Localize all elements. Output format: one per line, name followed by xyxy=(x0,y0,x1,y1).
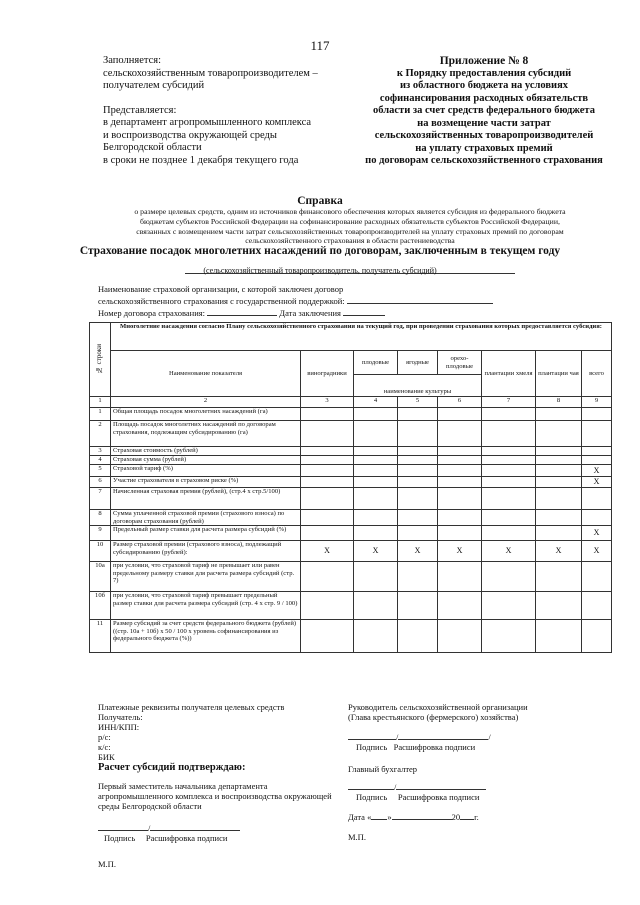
official-line: Первый заместитель начальника департамента xyxy=(98,781,268,791)
payment-title: Платежные реквизиты получателя целевых средств xyxy=(98,702,285,712)
date-end: г. xyxy=(474,812,479,822)
row-label: Начисленная страховая премия (рублей), (стр.4 х стр.5/100) xyxy=(111,488,301,510)
x-mark-cell: X xyxy=(438,541,482,562)
value-cell[interactable] xyxy=(582,408,612,421)
value-cell[interactable] xyxy=(582,488,612,510)
x-mark-cell: X xyxy=(398,541,438,562)
value-cell[interactable] xyxy=(482,488,536,510)
table-row xyxy=(90,408,612,421)
value-cell[interactable] xyxy=(438,620,482,653)
appendix-title: Приложение № 8 xyxy=(439,55,529,67)
value-cell[interactable] xyxy=(582,562,612,592)
column-number: 3 xyxy=(301,397,354,408)
row-label: Страховая стоимость (рублей) xyxy=(111,447,301,456)
value-cell[interactable] xyxy=(438,526,482,541)
table-row xyxy=(90,592,612,620)
value-cell[interactable] xyxy=(482,447,536,456)
col-khmel: плантации хмеля xyxy=(482,351,536,397)
row-label: при условии, что страховой тариф превышает предельный размер ставки для расчета размера субсидий (стр. 4 х стр. 9 / 100) xyxy=(111,592,301,620)
value-cell[interactable] xyxy=(301,408,354,421)
signature-field[interactable] xyxy=(98,830,148,831)
insurer-name-field[interactable] xyxy=(347,295,493,304)
value-cell[interactable] xyxy=(354,620,398,653)
date-day-field[interactable] xyxy=(371,819,387,820)
row-number: 6 xyxy=(90,477,111,488)
left-header-line: в сроки не позднее 1 декабря текущего года xyxy=(103,154,299,166)
x-mark-cell: X xyxy=(582,465,612,477)
value-cell[interactable] xyxy=(536,421,582,447)
value-cell[interactable] xyxy=(438,447,482,456)
decode-caption: Расшифровка подписи xyxy=(397,792,480,802)
value-cell[interactable] xyxy=(301,620,354,653)
value-cell[interactable] xyxy=(438,488,482,510)
column-number: 7 xyxy=(482,397,536,408)
row-label: Участие страхователя в страховом риске (%) xyxy=(111,477,301,488)
decode-caption: Расшифровка подписи xyxy=(393,742,476,752)
value-cell[interactable] xyxy=(301,456,354,465)
value-cell[interactable] xyxy=(398,526,438,541)
left-header-line: в департамент агропромышленного комплекса xyxy=(103,117,312,128)
left-header-line: и воспроизводства окружающей среды xyxy=(103,129,277,141)
table-row xyxy=(90,526,612,541)
value-cell[interactable] xyxy=(301,477,354,488)
right-header-line: к Порядку предоставления субсидий xyxy=(396,67,572,79)
col-plod: плодовые xyxy=(354,351,398,375)
value-cell[interactable] xyxy=(482,421,536,447)
value-cell[interactable] xyxy=(582,421,612,447)
contract-number-label: Номер договора страхования: xyxy=(98,307,206,318)
value-cell[interactable] xyxy=(354,447,398,456)
value-cell[interactable] xyxy=(536,620,582,653)
value-cell[interactable] xyxy=(482,408,536,421)
insurer-line: Наименование страховой организации, с которой заключен договор xyxy=(98,284,344,294)
ks-label: к/с: xyxy=(98,742,111,752)
value-cell[interactable] xyxy=(398,488,438,510)
row-number: 11 xyxy=(90,620,111,653)
value-cell[interactable] xyxy=(354,526,398,541)
row-label: Сумма уплаченной страховой премии (страхового взноса) по договорам страхования (рублей) xyxy=(111,510,301,526)
value-cell[interactable] xyxy=(398,562,438,592)
sign-caption: Подпись xyxy=(104,833,136,843)
date-year-field[interactable] xyxy=(460,819,474,820)
right-header-line: на уплату страховых премий xyxy=(415,142,553,154)
right-header-line: софинансирования расходных обязательств xyxy=(379,92,589,104)
stamp-label: М.П. xyxy=(348,832,366,842)
confirm-heading: Расчет субсидий подтверждаю: xyxy=(98,762,246,773)
table-row xyxy=(90,447,612,456)
value-cell[interactable] xyxy=(398,477,438,488)
value-cell[interactable] xyxy=(438,456,482,465)
row-number: 7 xyxy=(90,488,111,510)
column-number: 4 xyxy=(354,397,398,408)
top-header: Многолетние насаждения согласно Плану сельскохозяйственного страхования на текущий год, при проведении страхования которых предоставляется субсидия: xyxy=(111,323,612,351)
chief-decode-field[interactable] xyxy=(396,789,486,790)
col-yagod: ягодные xyxy=(398,351,438,375)
contract-number-field[interactable] xyxy=(207,307,277,316)
value-cell[interactable] xyxy=(438,562,482,592)
value-cell[interactable] xyxy=(536,447,582,456)
chief-accountant-label: Главный бухгалтер xyxy=(348,764,418,774)
date-year: 20 xyxy=(451,812,461,822)
row-number: 5 xyxy=(90,465,111,477)
table-row xyxy=(90,488,612,510)
head-decode-field[interactable] xyxy=(398,739,488,740)
rownum-header-cell xyxy=(90,323,111,397)
insurer-line: сельскохозяйственного страхования с государственной поддержкой: xyxy=(98,295,345,306)
value-cell[interactable] xyxy=(536,562,582,592)
subtitle-line: о размере целевых средств, одним из источников финансового обеспечения которых является субсидия из федерального бюджета xyxy=(134,207,566,216)
x-mark-cell: X xyxy=(536,541,582,562)
column-number: 2 xyxy=(111,397,301,408)
value-cell[interactable] xyxy=(354,456,398,465)
left-header-line: Заполняется: xyxy=(103,55,161,66)
head-line: Руководитель сельскохозяйственной организации xyxy=(348,702,528,712)
official-line: агропромышленного комплекса и воспроизводства окружающей xyxy=(98,791,332,801)
row-number: 9 xyxy=(90,526,111,541)
value-cell[interactable] xyxy=(438,421,482,447)
value-cell[interactable] xyxy=(482,562,536,592)
page-number: 117 xyxy=(310,38,330,53)
value-cell[interactable] xyxy=(354,488,398,510)
insurer-block xyxy=(98,285,493,318)
row-label: Общая площадь посадок многолетних насаждений (га) xyxy=(111,408,301,421)
contract-date-label: Дата заключения xyxy=(279,307,341,318)
head-line: (Глава крестьянского (фермерского) хозяйства) xyxy=(348,712,519,722)
row-label: Страховая сумма (рублей) xyxy=(111,456,301,465)
value-cell[interactable] xyxy=(354,510,398,526)
col-vinograd: виноградники xyxy=(301,351,354,397)
official-line: среды Белгородской области xyxy=(98,801,202,811)
value-cell[interactable] xyxy=(301,421,354,447)
value-cell[interactable] xyxy=(301,488,354,510)
value-cell[interactable] xyxy=(482,620,536,653)
recipient-caption: (сельскохозяйственный товаропроизводитель, получатель субсидий) xyxy=(203,266,437,275)
col-vsego: всего xyxy=(582,351,612,397)
value-cell[interactable] xyxy=(398,620,438,653)
x-mark-cell: X xyxy=(354,541,398,562)
row-label: при условии, что страховой тариф не превышает или равен предельному размеру ставки для расчета размера субсидий (стр. 7) xyxy=(111,562,301,592)
subtitle-line: сельскохозяйственного страхования в области растениеводства xyxy=(245,236,455,246)
row-label: Площадь посадок многолетних насаждений по договорам страхования, подлежащим субсидированию (га) xyxy=(111,421,301,447)
value-cell[interactable] xyxy=(438,510,482,526)
value-cell[interactable] xyxy=(354,592,398,620)
right-header-line: по договорам сельскохозяйственного страхования xyxy=(365,155,603,166)
value-cell[interactable] xyxy=(354,562,398,592)
row-number: 10а xyxy=(90,562,111,592)
value-cell[interactable] xyxy=(398,456,438,465)
document-subtitle xyxy=(102,207,598,246)
value-cell[interactable] xyxy=(536,456,582,465)
row-number: 1 xyxy=(90,408,111,421)
column-number: 6 xyxy=(438,397,482,408)
row-number: 2 xyxy=(90,421,111,447)
value-cell[interactable] xyxy=(354,477,398,488)
column-number-row xyxy=(90,397,612,408)
table-row xyxy=(90,465,612,477)
value-cell[interactable] xyxy=(482,456,536,465)
chief-signature-field[interactable] xyxy=(348,789,394,790)
value-cell[interactable] xyxy=(398,510,438,526)
rs-label: р/с: xyxy=(98,732,111,742)
bottom-left-block: Платежные реквизиты получателя целевых средств Получатель: ИНН/КПП: р/с: к/с: БИК Расчет субсидий подтверждаю: Первый заместитель начальника департамента агропромышленного комплекса и воспроизводства окружающей среды Белгородской области / Подпись Расшифровка подписи М.П. xyxy=(98,702,348,869)
stamp-label: М.П. xyxy=(98,859,116,869)
signature-decode-field[interactable] xyxy=(150,830,240,831)
value-cell[interactable] xyxy=(482,477,536,488)
value-cell[interactable] xyxy=(536,408,582,421)
value-cell[interactable] xyxy=(582,447,612,456)
contract-date-field[interactable] xyxy=(343,307,385,316)
value-cell[interactable] xyxy=(482,526,536,541)
x-mark-cell: X xyxy=(582,526,612,541)
row-number: 8 xyxy=(90,510,111,526)
row-number: 3 xyxy=(90,447,111,456)
x-mark-cell: X xyxy=(301,541,354,562)
bik-label: БИК xyxy=(98,752,115,762)
value-cell[interactable] xyxy=(301,447,354,456)
value-cell[interactable] xyxy=(536,477,582,488)
subtitle-line: бюджетам субъектов Российской Федерации на софинансирование расходных обязательств субъектов Российской Федерации, xyxy=(140,216,560,226)
right-header-line: области за счет средств федерального бюджета xyxy=(373,105,595,116)
insurance-heading: Страхование посадок многолетних насаждений по договорам, заключенным в текущем году xyxy=(79,245,561,257)
left-header-line: получателем субсидий xyxy=(103,80,205,91)
value-cell[interactable] xyxy=(354,421,398,447)
table-row xyxy=(90,510,612,526)
table-row xyxy=(90,477,612,488)
column-number: 1 xyxy=(90,397,111,408)
value-cell[interactable] xyxy=(582,592,612,620)
column-number: 5 xyxy=(398,397,438,408)
value-cell[interactable] xyxy=(301,592,354,620)
row-label: Размер страховой премии (страхового взноса), подлежащий субсидированию (рублей): xyxy=(111,541,301,562)
value-cell[interactable] xyxy=(301,526,354,541)
value-cell[interactable] xyxy=(582,620,612,653)
row-label: Страховой тариф (%) xyxy=(111,465,301,477)
value-cell[interactable] xyxy=(582,510,612,526)
x-mark-cell: X xyxy=(482,541,536,562)
left-header-line: Представляется: xyxy=(103,104,177,116)
row-number: 10 xyxy=(90,541,111,562)
table-row xyxy=(90,562,612,592)
date-label: Дата « xyxy=(348,812,372,822)
right-header xyxy=(350,55,618,168)
row-label: Размер субсидий за счет средств федерального бюджета (рублей) ((стр. 10а + 10б) х 50 / 100 х уровень софинансирования из федерального бюджета (%)) xyxy=(111,620,301,653)
date-mid: » xyxy=(387,812,392,822)
table-row xyxy=(90,456,612,465)
col-oreh: орехо-плодовые xyxy=(438,351,482,375)
value-cell[interactable] xyxy=(482,592,536,620)
value-cell[interactable] xyxy=(438,465,482,477)
bottom-right-block: Руководитель сельскохозяйственной организации (Глава крестьянского (фермерского) хозяйства) / / Подпись Расшифровка подписи Главный бухгалтер / Подпись Расшифровка подписи Дата « » 20 г. М.П. xyxy=(348,702,598,842)
value-cell[interactable] xyxy=(398,447,438,456)
group-label: наименование культуры xyxy=(354,375,482,397)
value-cell[interactable] xyxy=(301,562,354,592)
subsidy-table xyxy=(89,322,612,653)
name-header: Наименование показателя xyxy=(111,351,301,397)
value-cell[interactable] xyxy=(536,465,582,477)
sign-caption: Подпись xyxy=(356,742,388,752)
column-number: 8 xyxy=(536,397,582,408)
right-header-line: сельскохозяйственных товаропроизводителей xyxy=(374,130,594,141)
sign-caption: Подпись xyxy=(356,792,388,802)
decode-caption: Расшифровка подписи xyxy=(145,833,228,843)
value-cell[interactable] xyxy=(398,592,438,620)
table-row xyxy=(90,620,612,653)
value-cell[interactable] xyxy=(482,465,536,477)
x-mark-cell: X xyxy=(582,477,612,488)
value-cell[interactable] xyxy=(354,465,398,477)
value-cell[interactable] xyxy=(438,592,482,620)
value-cell[interactable] xyxy=(582,456,612,465)
inn-label: ИНН/КПП: xyxy=(98,722,140,732)
value-cell[interactable] xyxy=(301,465,354,477)
value-cell[interactable] xyxy=(536,526,582,541)
subtitle-line: связанных с возмещением части затрат сельскохозяйственных товаропроизводителей на уплату страховых премий по договорам xyxy=(136,226,564,236)
value-cell[interactable] xyxy=(398,408,438,421)
table-row xyxy=(90,421,612,447)
right-header-line: из областного бюджета на условиях xyxy=(399,80,569,91)
value-cell[interactable] xyxy=(536,592,582,620)
recipient-label: Получатель: xyxy=(98,712,143,722)
value-cell[interactable] xyxy=(536,488,582,510)
column-number: 9 xyxy=(582,397,612,408)
left-header-line: сельскохозяйственным товаропроизводителем – xyxy=(103,67,318,79)
row-number: 4 xyxy=(90,456,111,465)
head-signature-field[interactable] xyxy=(348,739,396,740)
row-number: 10б xyxy=(90,592,111,620)
value-cell[interactable] xyxy=(398,421,438,447)
value-cell[interactable] xyxy=(438,408,482,421)
col-chai: плантации чая xyxy=(536,351,582,397)
value-cell[interactable] xyxy=(438,477,482,488)
document-title: Справка xyxy=(297,195,343,207)
date-month-field[interactable] xyxy=(392,819,452,820)
value-cell[interactable] xyxy=(354,408,398,421)
x-mark-cell: X xyxy=(582,541,612,562)
value-cell[interactable] xyxy=(301,510,354,526)
table-row xyxy=(90,541,612,562)
right-header-line: на возмещение части затрат xyxy=(417,117,551,129)
left-header xyxy=(103,55,343,167)
value-cell[interactable] xyxy=(398,465,438,477)
row-label: Предельный размер ставки для расчета размера субсидий (%) xyxy=(111,526,301,541)
rownum-header: № строки xyxy=(95,344,104,375)
value-cell[interactable] xyxy=(482,510,536,526)
left-header-line: Белгородской области xyxy=(103,142,202,153)
value-cell[interactable] xyxy=(536,510,582,526)
